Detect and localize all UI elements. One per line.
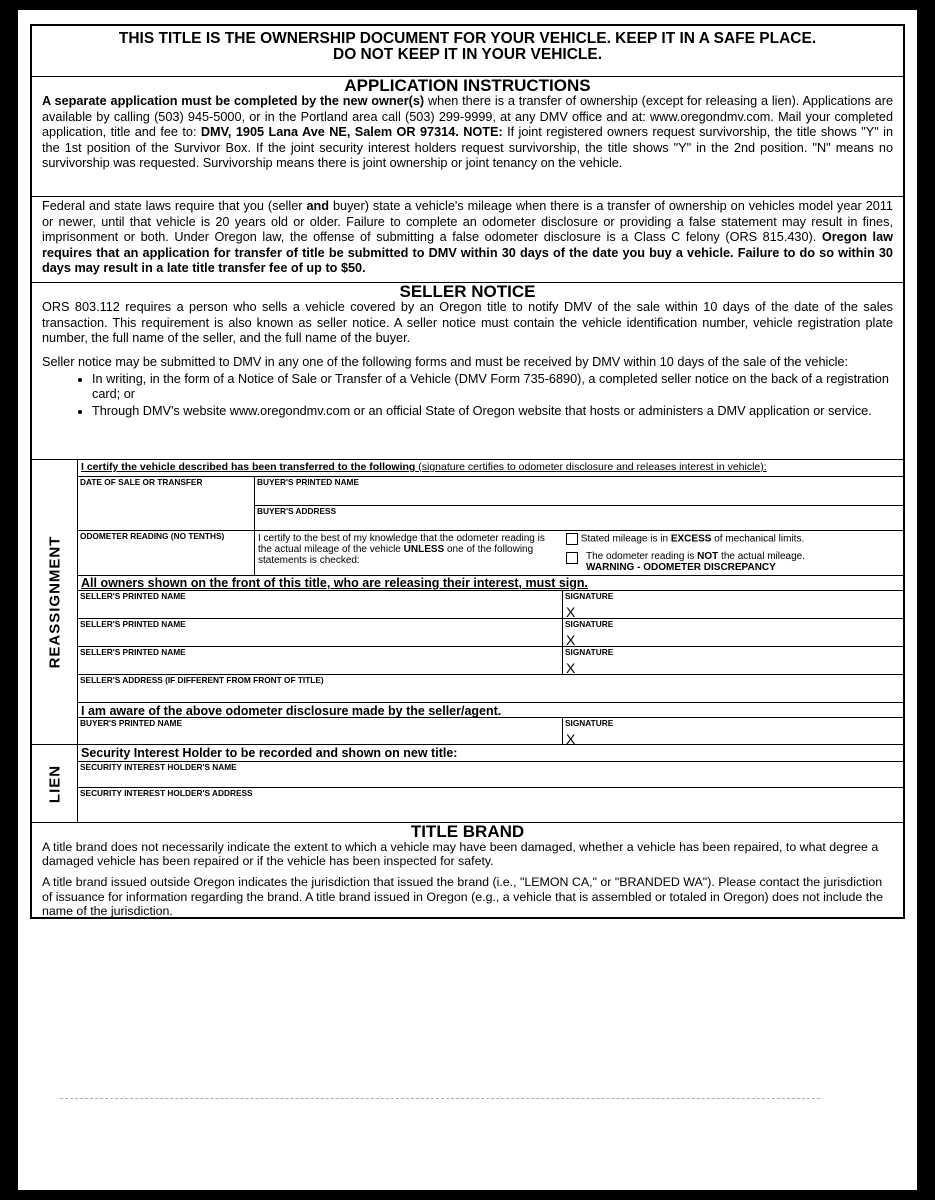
odometer-certification-text [254,531,562,575]
seller-printed-name-field[interactable]: SELLER'S PRINTED NAME [80,619,186,629]
not-actual-option [566,551,899,573]
title-brand-title: TITLE BRAND [410,822,525,841]
excess-b: EXCESS [670,533,712,545]
excess-a: Stated mileage is in [580,533,671,545]
reassignment-side-label [32,460,78,744]
buyer-printed-name-field-2[interactable]: BUYER'S PRINTED NAME [80,718,183,728]
lien-holder-address-row [78,787,903,823]
header-line-2: DO NOT KEEP IT IN YOUR VEHICLE. [333,46,602,63]
application-text-1: when there is a transfer of ownership (except for releasing a lien). Applications are available by calling (503) 945-5000, or in the Portland area call (503) 299-9999, at any DMV office and at: www.oregondmv.com. Mail your completed application, title and fee to: [42,94,894,140]
seller-notice-section [32,282,903,459]
buyer-signature-row [78,717,903,745]
buyer-fields [254,477,903,530]
seller-notice-para-1: ORS 803.112 requires a person who sells a vehicle covered by an Oregon title to notify DMV of the sale within 10 days of the date of the sales transaction. This requirement is also known as seller notice. A seller notice must contain the vehicle identification number, vehicle registration plate number, the full name of the seller, and the full name of the buyer. [42,300,893,346]
certify-bold: I certify the vehicle described has been transferred to the following [81,461,416,473]
excess-c: of mechanical limits. [711,533,805,545]
dmv-mailing-address: DMV, 1905 Lana Ave NE, Salem OR 97314. [200,125,459,140]
not-actual-a: The odometer reading is [586,551,698,562]
seller-printed-name-field[interactable]: SELLER'S PRINTED NAME [80,647,186,657]
ownership-warning-header [32,26,903,76]
odometer-cert-b: one of the following statements is checked: [258,544,534,566]
signature-x-mark: X [566,731,576,747]
odometer-law-bold-tail: Oregon law requires that an application for transfer of title be submitted to DMV within 30 days of the date you buy a vehicle. Failure to do so within 30 days may result in a late title transfer fee of up to $50. [42,230,894,276]
odometer-law-text-1: Federal and state laws require that you (seller [42,199,307,213]
not-actual-checkbox[interactable] [566,552,578,564]
odometer-discrepancy-warning: WARNING - ODOMETER DISCREPANCY [586,562,776,573]
excess-checkbox[interactable] [566,533,578,545]
lien-heading-row [78,745,903,761]
lien-side-label [32,745,78,822]
lien-holder-name-row [78,761,903,787]
lien-grid [78,745,903,822]
certify-transfer-text [78,460,903,475]
note-label: NOTE: [458,125,503,140]
odometer-checkboxes [562,531,903,575]
all-owners-must-sign: All owners shown on the front of this title, who are releasing their interest, must sign. [81,576,589,590]
not-actual-c: the actual mileage. [718,551,805,562]
odometer-aware-statement: I am aware of the above odometer disclosure made by the seller/agent. [81,704,502,718]
seller-row-2 [78,618,903,646]
excess-option [566,533,899,551]
reassignment-grid [78,460,903,747]
buyer-address-field[interactable]: BUYER'S ADDRESS [257,506,337,516]
application-instructions-section [32,76,903,196]
odometer-law-text-2: buyer) state a vehicle's mileage when there is a transfer of ownership on vehicles model year 2011 or newer, until that vehicle is 20 years old or older. Failure to complete an odometer disclosure or providing a false statement may result in fines, imprisonment or both. Under Oregon law, the offense of submitting a false odometer disclosure is a Class C felony (ORS 815.430). [42,199,893,245]
seller-signature-field[interactable] [562,647,903,674]
seller-notice-bullet: • Through DMV's website www.oregondmv.com or an official State of Oregon website that hosts or administers a DMV application or service. [92,404,903,419]
scan-artifact-line [60,1098,820,1100]
odometer-law-text [32,199,903,277]
buyer-block [78,476,903,530]
seller-notice-title: SELLER NOTICE [399,282,536,301]
title-brand-para-1: A title brand does not necessarily indicate the extent to which a vehicle may have been damaged, whether a vehicle has been repaired, to what degree a damaged vehicle has been repaired or if the vehicle has been inspected for safety. [42,840,879,869]
lien-label-text: LIEN [46,764,63,803]
not-actual-b: NOT [697,551,719,562]
title-back-form [30,24,905,919]
odometer-cert-unless: UNLESS [403,544,445,555]
seller-address-row [78,674,903,702]
odometer-law-section [32,196,903,282]
seller-row-1 [78,590,903,618]
buyer-signature-field[interactable] [562,718,903,745]
certify-row [78,460,903,476]
reassignment-label-text: REASSIGNMENT [46,535,63,669]
odometer-law-and: and [306,199,330,213]
seller-notice-para-2: Seller notice may be submitted to DMV in any one of the following forms and must be received by DMV within 10 days of the sale of the vehicle: [42,354,849,369]
signature-label: SIGNATURE [565,647,614,657]
signature-x-mark: X [566,660,576,676]
lien-section [32,744,903,822]
seller-address-field[interactable]: SELLER'S ADDRESS (IF DIFFERENT FROM FRONT OF TITLE) [80,675,324,685]
signature-label: SIGNATURE [565,591,614,601]
security-interest-holder-address-field[interactable]: SECURITY INTEREST HOLDER'S ADDRESS [80,788,253,798]
security-interest-holder-name-field[interactable]: SECURITY INTEREST HOLDER'S NAME [80,762,237,772]
header-line-1: THIS TITLE IS THE OWNERSHIP DOCUMENT FOR YOUR VEHICLE. KEEP IT IN A SAFE PLACE. [118,30,817,47]
seller-row-3 [78,646,903,674]
signature-x-mark: X [566,604,576,620]
all-owners-row [78,575,903,590]
title-brand-section [32,822,903,921]
certify-rest: (signature certifies to odometer disclosure and releases interest in vehicle): [415,461,767,473]
seller-notice-bullet: • In writing, in the form of a Notice of Sale or Transfer of a Vehicle (DMV Form 735-6890), a completed seller notice on the back of a registration card; or [92,372,903,402]
odometer-reading-field[interactable]: ODOMETER READING (NO TENTHS) [80,531,225,541]
application-instructions-title: APPLICATION INSTRUCTIONS [344,76,591,95]
odometer-cert-a: I certify to the best of my knowledge that the odometer reading is the actual mileage of the vehicle [258,533,545,555]
date-of-sale-field[interactable]: DATE OF SALE OR TRANSFER [80,477,203,487]
title-brand-para-2: A title brand issued outside Oregon indicates the jurisdiction that issued the brand (i.e., "LEMON CA," or "BRANDED WA"). Please contact the jurisdiction of issuance for information regarding the brand. A title brand issued in Oregon (e.g., a vehicle that is assembled or totaled in Oregon) does not include the name of the jurisdiction. [42,875,883,918]
seller-notice-list [32,372,903,419]
application-instructions-text [32,94,903,172]
security-interest-heading: Security Interest Holder to be recorded and shown on new title: [81,746,458,760]
aware-row [78,702,903,717]
signature-label: SIGNATURE [565,718,614,728]
signature-label: SIGNATURE [565,619,614,629]
reassignment-section [32,459,903,747]
seller-printed-name-field[interactable]: SELLER'S PRINTED NAME [80,591,186,601]
document-page [18,10,917,1190]
signature-x-mark: X [566,632,576,648]
buyer-printed-name-field[interactable]: BUYER'S PRINTED NAME [255,477,903,506]
application-text-2: If joint registered owners request survivorship, the title shows "Y" in the 1st position of the Survivor Box. If the joint security interest holders request survivorship, the title shows "Y" in the 2nd position. "N" means no survivorship was requested. Survivorship means there is joint ownership or joint tenancy on the vehicle. [42,125,894,171]
odometer-row [78,530,903,575]
seller-signature-field[interactable] [562,591,903,618]
application-bold-lead: A separate application must be completed by the new owner(s) [42,94,425,108]
seller-signature-field[interactable] [562,619,903,646]
